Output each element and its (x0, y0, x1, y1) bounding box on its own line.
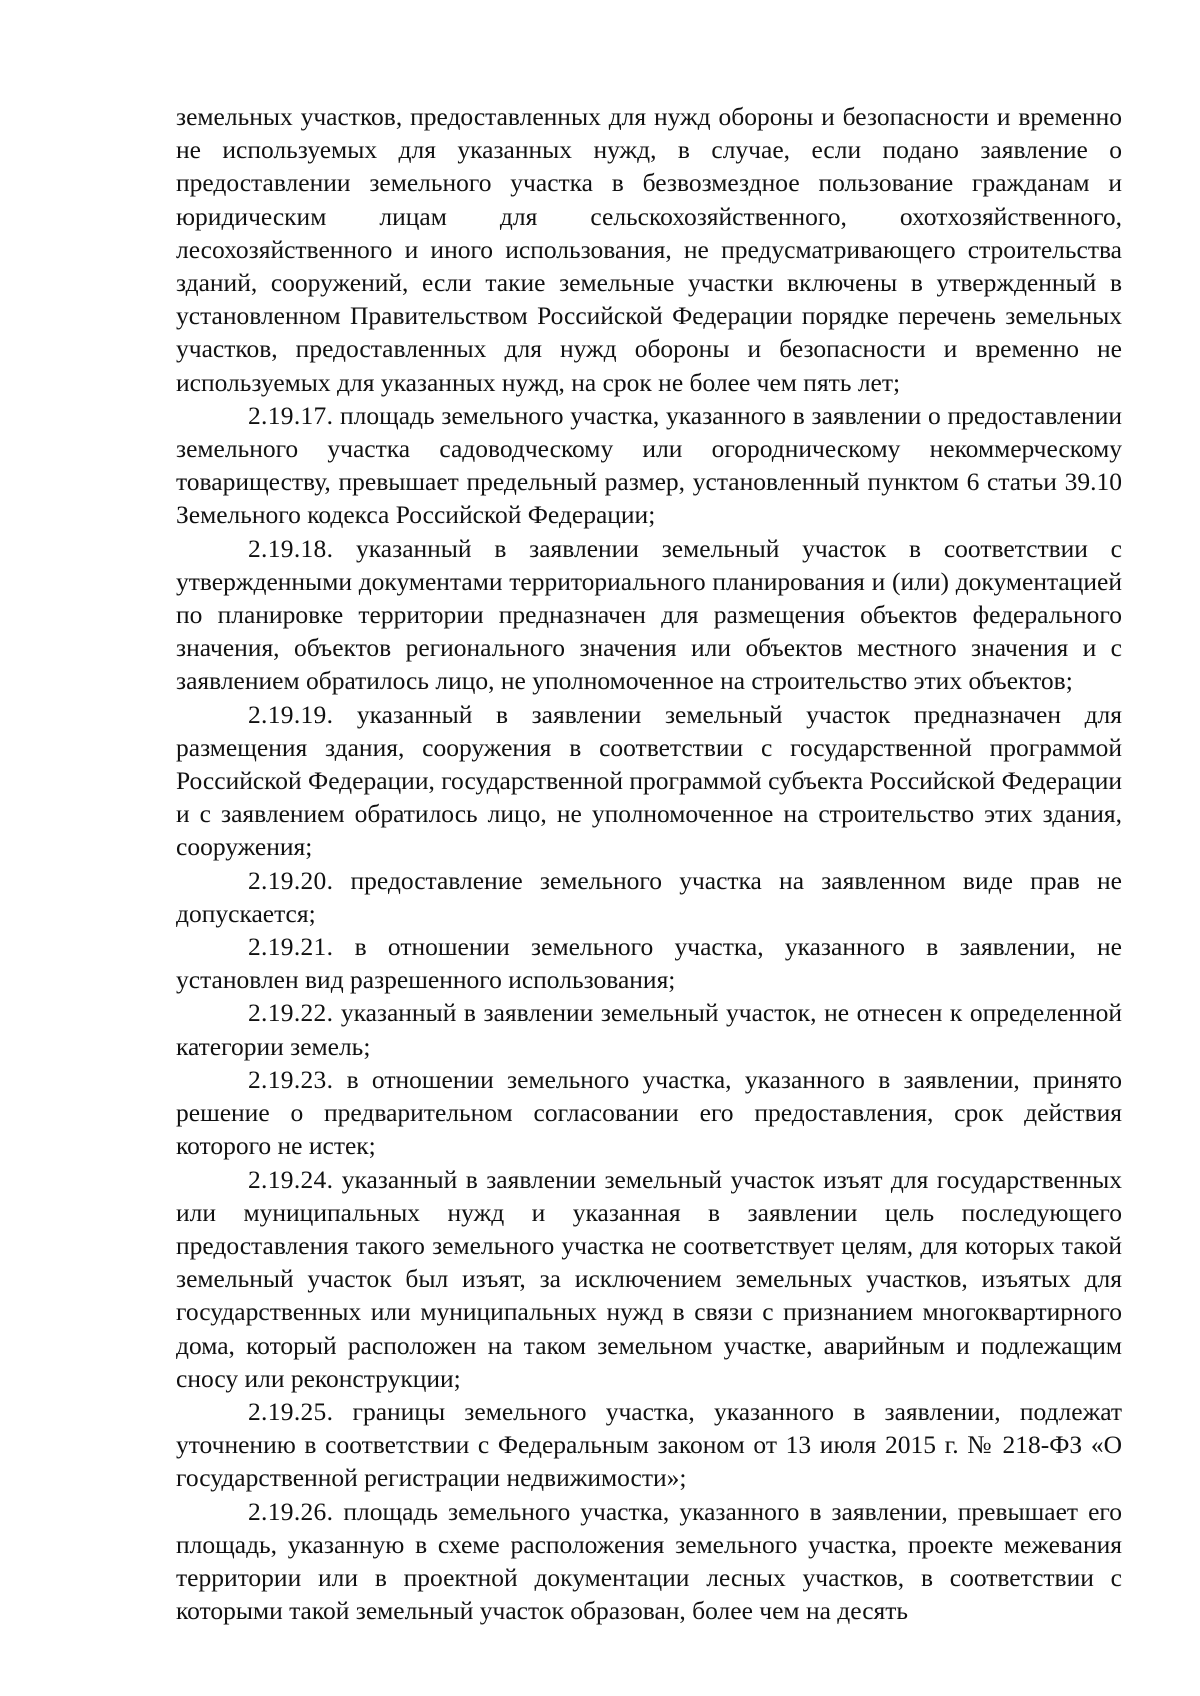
paragraph-2-19-19 (176, 698, 1122, 864)
paragraph-2-19-26 (176, 1495, 1122, 1628)
paragraph-2-19-22 (176, 996, 1122, 1062)
paragraph-text: указанный в заявлении земельный участок в соответствии с утвержденными документами территориального планирования и (или) документацией по планировке территории предназначен для размещения объектов федерального значения, объектов регионального значения или объектов местного значения и с заявлением обратилось лицо, не уполномоченное на строительство этих объектов; (176, 533, 1123, 696)
paragraph-number: 2.19.17. (248, 400, 334, 430)
paragraph-text: границы земельного участка, указанного в заявлении, подлежат уточнению в соответствии с Федеральным законом от 13 июля 2015 г. № 218-ФЗ «О государственной регистрации недвижимости»; (176, 1396, 1122, 1493)
paragraph-number: 2.19.25. (248, 1396, 334, 1426)
paragraph-text: в отношении земельного участка, указанного в заявлении, не установлен вид разрешенного использования; (176, 932, 1123, 995)
paragraph-number: 2.19.22. (248, 998, 334, 1028)
paragraph-2-19-17 (176, 399, 1122, 532)
paragraph-number: 2.19.20. (248, 865, 334, 895)
paragraph-text: предоставление земельного участка на заявленном виде прав не допускается; (176, 865, 1122, 928)
paragraph-2-19-20 (176, 864, 1122, 930)
paragraph-text: указанный в заявлении земельный участок изъят для государственных или муниципальных нужд и указанная в заявлении цель последующего предоставления такого земельного участка не соответствует целям, для которых такой земельный участок был изъят, за исключением земельных участков, изъятых для государственных или муниципальных нужд в связи с признанием многоквартирного дома, который расположен на таком земельном участке, аварийным и подлежащим сносу или реконструкции; (176, 1164, 1122, 1393)
paragraph-number: 2.19.18. (248, 533, 334, 563)
paragraph-text: в отношении земельного участка, указанного в заявлении, принято решение о предварительном согласовании его предоставления, срок действия которого не истек; (176, 1064, 1123, 1161)
document-page (176, 100, 1122, 1627)
paragraph-text: указанный в заявлении земельный участок предназначен для размещения здания, сооружения в соответствии с государственной программой Российской Федерации, государственной программой субъекта Российской Федерации и с заявлением обратилось лицо, не уполномоченное на строительство этих здания, сооружения; (176, 699, 1123, 862)
paragraph-2-19-21 (176, 930, 1122, 996)
paragraph-text: земельных участков, предоставленных для нужд обороны и безопасности и временно не используемых для указанных нужд, в случае, если подано заявление о предоставлении земельного участка в безвозмездное пользование гражданам и юридическим лицам для сельскохозяйственного, охотхозяйственного, лесохозяйственного и иного использования, не предусматривающего строительства зданий, сооружений, если такие земельные участки включены в утвержденный в установленном Правительством Российской Федерации порядке перечень земельных участков, предоставленных для нужд обороны и безопасности и временно не используемых для указанных нужд, на срок не более чем пять лет; (176, 102, 1122, 397)
paragraph-2-19-25 (176, 1395, 1122, 1495)
paragraph-2-19-24 (176, 1163, 1122, 1395)
paragraph-2-19-18 (176, 532, 1122, 698)
paragraph-text: площадь земельного участка, указанного в заявлении о предоставлении земельного участка садоводческому или огородническому некоммерческому товариществу, превышает предельный размер, установленный пунктом 6 статьи 39.10 Земельного кодекса Российской Федерации; (176, 400, 1122, 530)
paragraph-number: 2.19.24. (248, 1164, 334, 1194)
paragraph-number: 2.19.21. (248, 932, 334, 962)
paragraph-number: 2.19.23. (248, 1064, 334, 1094)
paragraph-2-19-23 (176, 1063, 1122, 1163)
paragraph-text: указанный в заявлении земельный участок, не отнесен к определенной категории земель; (176, 998, 1122, 1061)
paragraph-number: 2.19.19. (248, 699, 334, 729)
paragraph-continuation (176, 100, 1122, 399)
paragraph-number: 2.19.26. (248, 1496, 334, 1526)
paragraph-text: площадь земельного участка, указанного в заявлении, превышает его площадь, указанную в схеме расположения земельного участка, проекте межевания территории или в проектной документации лесных участков, в соответствии с которыми такой земельный участок образован, более чем на десять (176, 1496, 1122, 1626)
